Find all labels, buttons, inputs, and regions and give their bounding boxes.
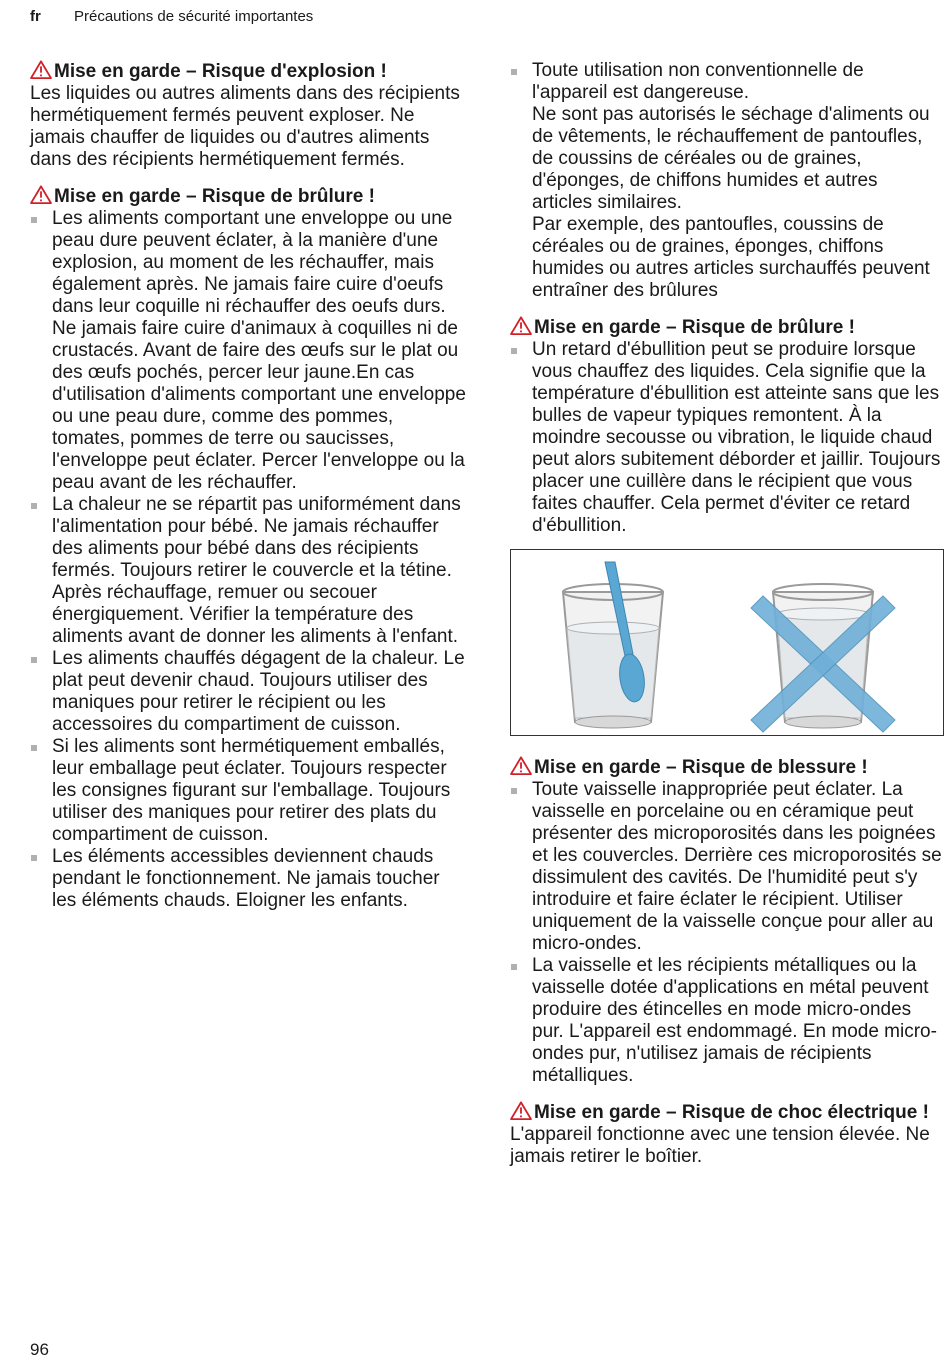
list-item: Toute vaisselle inappropriée peut éclater. La vaisselle en porcelaine ou en céramique peut présenter des microporosités dans les poignées et les couvercles. Derrière ces microporosités se dissimulent des cavités. De l'humidité peut s'y introduire et faire éclater le récipient. Utiliser uniquement de la vaisselle conçue pour aller au micro-ondes.	[510, 779, 942, 955]
warning-triangle-icon	[30, 185, 52, 204]
warning-triangle-icon	[30, 60, 52, 79]
warning-explosion-text: Les liquides ou autres aliments dans des récipients hermétiquement fermés peuvent exploser. Ne jamais chauffer de liquides ou d'autres aliments dans des récipients hermétiquement fermés.	[30, 83, 460, 170]
list-item: Les aliments chauffés dégagent de la chaleur. Le plat peut devenir chaud. Toujours utiliser des maniques pour retirer le récipient ou les accessoires du compartiment de cuisson.	[30, 648, 466, 736]
page-header	[30, 8, 920, 30]
warning-burn2-title-text: Mise en garde – Risque de brûlure !	[534, 317, 855, 338]
left-column	[30, 60, 466, 912]
glass-with-spoon-icon	[563, 562, 663, 728]
warning-injury-title	[510, 756, 942, 779]
list-item: Les aliments comportant une enveloppe ou une peau dure peuvent éclater, à la manière d'une explosion, au moment de les réchauffer, mais également après. Ne jamais faire cuire d'oeufs dans leur coquille ni réchauffer des oeufs durs. Ne jamais faire cuire d'animaux à coquilles ni de crustacés. Avant de faire des œufs sur le plat ou des œufs pochés, percer leur jaune.En cas d'utilisation d'aliments comportant une enveloppe ou une peau dure, comme des pommes, tomates, pommes de terre ou saucisses, l'enveloppe peut éclater. Percer l'enveloppe ou la peau avant de les réchauffer.	[30, 208, 466, 494]
warning-shock-text: L'appareil fonctionne avec une tension élevée. Ne jamais retirer le boîtier.	[510, 1124, 930, 1167]
burn2-warning-list	[510, 339, 942, 537]
right-column	[510, 60, 942, 1168]
warning-explosion-title-text: Mise en garde – Risque d'explosion !	[54, 61, 387, 82]
misuse-line-3: Par exemple, des pantoufles, coussins de céréales ou de graines, éponges, chiffons humides ou autres articles surchauffés peuvent entraîner des brûlures	[532, 214, 930, 301]
warning-explosion-title	[30, 60, 466, 83]
burn-warning-list	[30, 208, 466, 912]
list-item	[510, 60, 942, 302]
glass-spoon-illustration	[510, 549, 944, 736]
glasses-image	[511, 550, 943, 735]
language-label: fr	[30, 8, 41, 25]
warning-shock-title-text: Mise en garde – Risque de choc électrique !	[534, 1102, 929, 1123]
list-item: Si les aliments sont hermétiquement emballés, leur emballage peut éclater. Toujours respecter les consignes figurant sur l'emballage. Toujours utiliser des maniques pour retirer des plats du compartiment de cuisson.	[30, 736, 466, 846]
warning-triangle-icon	[510, 756, 532, 775]
misuse-line-1: Toute utilisation non conventionnelle de l'appareil est dangereuse.	[532, 60, 864, 103]
warning-burn2-title	[510, 316, 942, 339]
warning-burn-title-text: Mise en garde – Risque de brûlure !	[54, 186, 375, 207]
list-item: La chaleur ne se répartit pas uniformément dans l'alimentation pour bébé. Ne jamais réchauffer des aliments pour bébé dans des récipients fermés. Toujours retirer le couvercle et la tétine. Après réchauffage, remuer ou secouer énergiquement. Vérifier la température des aliments avant de donner les aliments à l'enfant.	[30, 494, 466, 648]
misuse-line-2: Ne sont pas autorisés le séchage d'aliments ou de vêtements, le réchauffement de pantoufles, de coussins de céréales ou de graines, d'éponges, de chiffons humides et autres articles similaires.	[532, 104, 930, 213]
list-item: Les éléments accessibles deviennent chauds pendant le fonctionnement. Ne jamais toucher les éléments chauds. Eloigner les enfants.	[30, 846, 466, 912]
page-number: 96	[30, 1340, 49, 1359]
warning-shock-title	[510, 1101, 942, 1124]
warning-injury-title-text: Mise en garde – Risque de blessure !	[534, 757, 868, 778]
injury-warning-list	[510, 779, 942, 1087]
warning-triangle-icon	[510, 316, 532, 335]
list-item: La vaisselle et les récipients métalliques ou la vaisselle dotée d'applications en métal peuvent produire des étincelles en mode micro-ondes pur. L'appareil est endommagé. En mode micro-ondes pur, n'utilisez jamais de récipients métalliques.	[510, 955, 942, 1087]
list-item: Un retard d'ébullition peut se produire lorsque vous chauffez des liquides. Cela signifie que la température d'ébullition est atteinte sans que les bulles de vapeur typiques remontent. À la moindre secousse ou vibration, le liquide chaud peut alors subitement déborder et jaillir. Toujours placer une cuillère dans le récipient que vous faites chauffer. Cela permet d'éviter ce retard d'ébullition.	[510, 339, 942, 537]
warning-burn-title	[30, 185, 466, 208]
section-title: Précautions de sécurité importantes	[74, 8, 314, 25]
misuse-list	[510, 60, 942, 302]
warning-triangle-icon	[510, 1101, 532, 1120]
